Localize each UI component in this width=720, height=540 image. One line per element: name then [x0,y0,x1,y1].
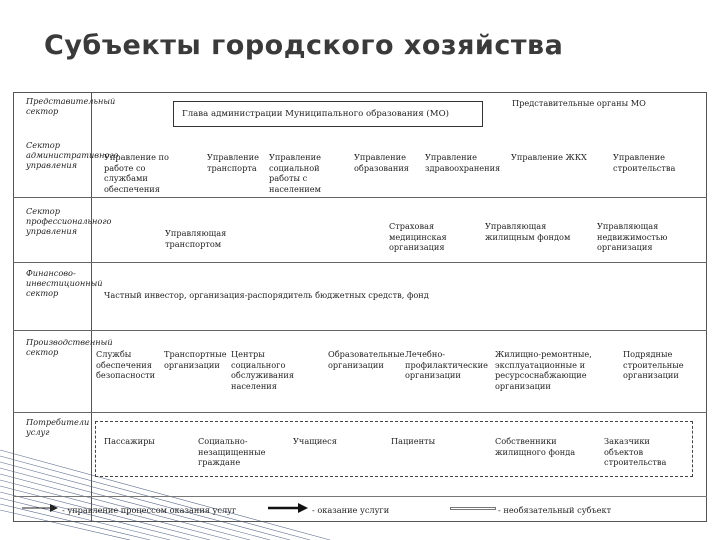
admin-unit: Управление социальной работы с населением [269,152,321,194]
sector-label-consumers: Потребители услуг [26,417,90,437]
optional-subject-icon [450,507,496,510]
service-arrow-icon [268,502,308,514]
production-unit: Центры социального обслуживания населения [231,349,295,391]
production-unit: Транспортные организации [164,349,227,370]
prof-unit: Управляющая жилищным фондом [485,221,571,242]
row-divider [13,262,707,263]
finance-text: Частный инвестор, организация-распорядитель бюджетных средств, фонд [104,290,429,300]
row-divider [13,330,707,331]
admin-unit: Управление по работе со службами обеспечения [104,152,169,194]
consumer-item: Собственники жилищного фонда [495,436,576,457]
consumer-item: Учащиеся [293,436,337,446]
consumer-item: Пациенты [391,436,436,446]
legend-management: - управление процессом оказания услуг [62,505,237,515]
production-unit: Жилищно-ремонтные, эксплуатационные и ресурсоснабжающие организации [495,349,592,391]
prof-unit: Управляющая транспортом [165,228,227,249]
consumer-item: Заказчики объектов строительства [604,436,667,467]
sector-label-production: Производственный сектор [26,337,113,357]
slide-title: Субъекты городского хозяйства [44,30,564,61]
sector-label-professional: Сектор профессионального управления [26,206,112,236]
production-unit: Службы обеспечения безопасности [96,349,156,380]
admin-unit: Управление ЖКХ [511,152,587,162]
admin-unit: Управление транспорта [207,152,259,173]
sector-label-admin: Сектор административного управления [26,140,119,170]
sector-label-representative: Представительный сектор [26,96,116,116]
production-unit: Подрядные строительные организации [623,349,684,380]
prof-unit: Страховая медицинская организация [389,221,447,252]
production-unit: Образовательные организации [328,349,405,370]
legend-service: - оказание услуги [312,505,390,515]
legend-optional: - необязательный субъект [498,505,612,515]
management-arrow-icon [22,502,58,514]
consumer-item: Пассажиры [104,436,155,446]
head-of-administration-box: Глава администрации Муниципального образования (МО) [173,101,483,127]
row-divider [13,412,707,413]
sector-label-finance: Финансово-инвестиционный сектор [26,268,103,298]
admin-unit: Управление здравоохранения [425,152,501,173]
admin-unit: Управление строительства [613,152,676,173]
admin-unit: Управление образования [354,152,409,173]
consumer-item: Социально-незащищенные граждане [198,436,266,467]
prof-unit: Управляющая недвижимостью организация [597,221,668,252]
representative-bodies: Представительные органы МО [512,98,646,108]
row-divider [13,197,707,198]
production-unit: Лечебно-профилактические организации [405,349,488,380]
